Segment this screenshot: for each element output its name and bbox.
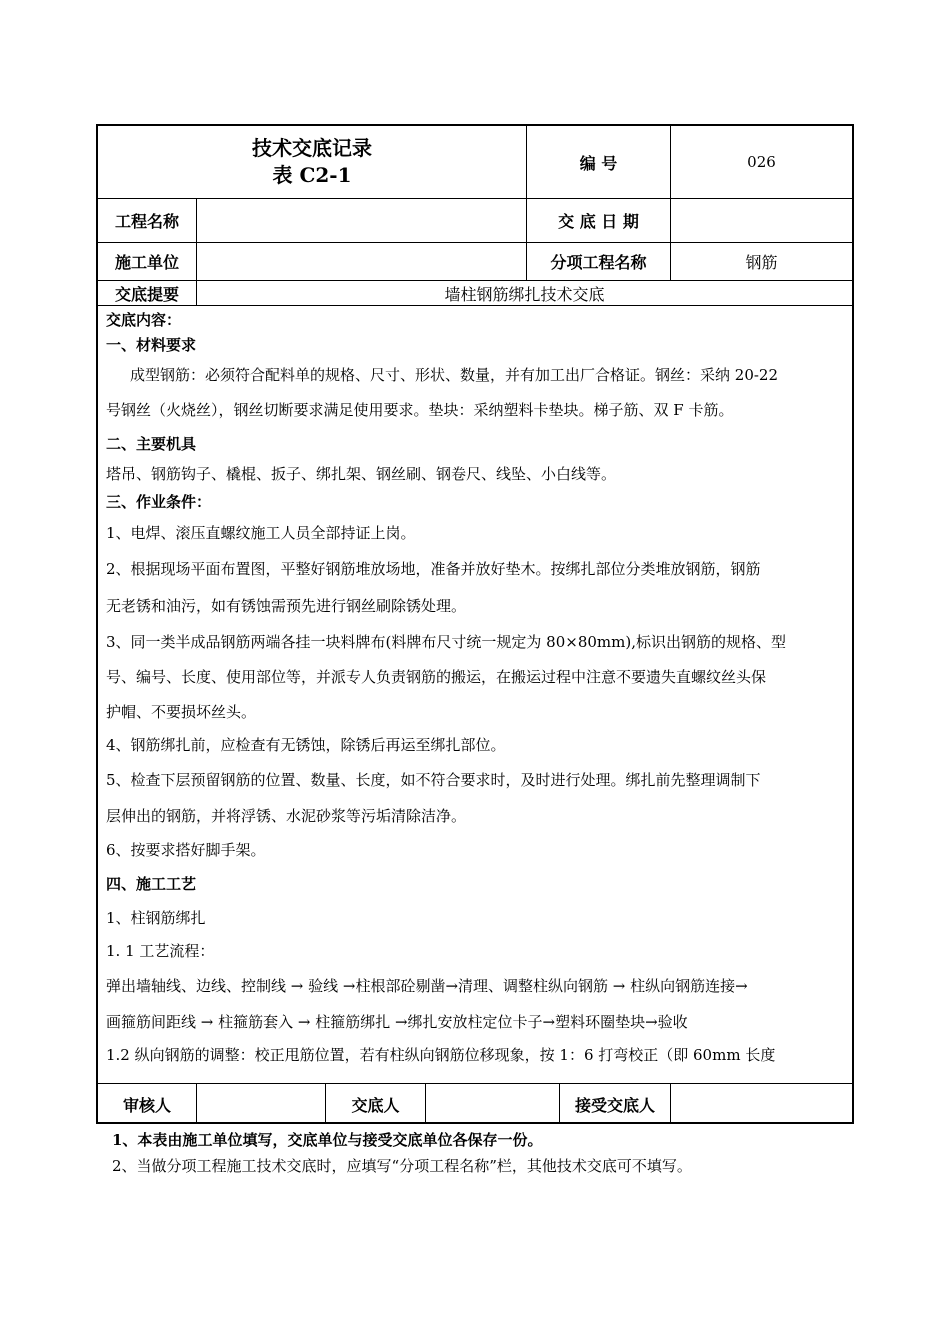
content-line: 号、编号、长度、使用部位等，并派专人负责钢筋的搬运，在搬运过程中注意不要遗失直螺纹丝头保: [106, 668, 767, 686]
content-line: 4、钢筋绑扎前，应检查有无锈蚀，除锈后再运至绑扎部位。: [106, 736, 506, 754]
footnote-1: 1、本表由施工单位填写，交底单位与接受交底单位各保存一份。: [112, 1131, 543, 1149]
receiver-field[interactable]: [671, 1084, 852, 1124]
content-line: 画箍筋间距线 → 柱箍筋套入 → 柱箍筋绑扎 →绑扎安放柱定位卡子→塑料环圈垫块→验收: [106, 1013, 688, 1031]
content-line: 塔吊、钢筋钩子、橇棍、扳子、绑扎架、钢丝刷、钢卷尺、线坠、小白线等。: [106, 465, 617, 483]
reviewer-field[interactable]: [197, 1084, 325, 1124]
disclosure-form: [96, 124, 854, 1124]
project-name-field[interactable]: [197, 199, 526, 242]
content-line: 弹出墙轴线、边线、控制线 → 验线 →柱根部砼剔凿→清理、调整柱纵向钢筋 → 柱纵向钢筋连接→: [106, 977, 748, 995]
content-line: 护帽、不要损坏丝头。: [106, 703, 257, 721]
section-heading: 三、作业条件：: [106, 493, 212, 511]
contractor-field[interactable]: [197, 243, 526, 280]
content-line: 无老锈和油污，如有锈蚀需预先进行钢丝刷除锈处理。: [106, 597, 467, 615]
receiver-label: 接受交底人: [574, 1095, 655, 1115]
subproject-field[interactable]: 钢筋: [745, 253, 778, 272]
form-code: 表 C2-1: [272, 163, 352, 187]
content-line: 3、同一类半成品钢筋两端各挂一块料牌布(料牌布尺寸统一规定为 80×80mm),标识出钢筋的规格、型: [106, 633, 786, 651]
section-heading: 二、主要机具: [106, 435, 197, 453]
content-line: 1. 1 工艺流程：: [106, 942, 215, 960]
content-line: 2、根据现场平面布置图，平整好钢筋堆放场地，准备并放好垫木。按绑扎部位分类堆放钢筋，钢筋: [106, 560, 761, 578]
date-field[interactable]: [671, 199, 852, 242]
form-title: 技术交底记录: [252, 136, 372, 160]
content-line: 6、按要求搭好脚手架。: [106, 841, 266, 859]
content-line: 层伸出的钢筋，并将浮锈、水泥砂浆等污垢清除洁净。: [106, 807, 467, 825]
date-label: 交 底 日 期: [558, 212, 639, 231]
disclosure-content: [106, 308, 851, 1084]
summary-label: 交底提要: [114, 284, 179, 304]
content-line: 1、柱钢筋绑扎: [106, 909, 206, 927]
subproject-label: 分项工程名称: [550, 253, 647, 272]
form-title-block: [98, 126, 526, 198]
content-line: 5、检查下层预留钢筋的位置、数量、长度，如不符合要求时，及时进行处理。绑扎前先整理调制下: [106, 771, 761, 789]
summary-field[interactable]: 墙柱钢筋绑扎技术交底: [444, 284, 605, 304]
contractor-label: 施工单位: [114, 253, 179, 272]
section-heading: 四、施工工艺: [106, 875, 197, 893]
project-name-label: 工程名称: [114, 212, 179, 231]
discloser-field[interactable]: [426, 1084, 559, 1124]
content-line: 号钢丝（火烧丝），钢丝切断要求满足使用要求。垫块：采纳塑料卡垫块。梯子筋、双 F 卡筋。: [106, 401, 734, 419]
discloser-label: 交底人: [351, 1095, 400, 1115]
number-value[interactable]: 026: [747, 153, 776, 171]
content-line: 1、电焊、滚压直螺纹施工人员全部持证上岗。: [106, 524, 416, 542]
content-line: 1.2 纵向钢筋的调整：校正甩筋位置，若有柱纵向钢筋位移现象，按 1：6 打弯校正（即 60mm 长度: [106, 1046, 776, 1064]
content-line: 成型钢筋：必须符合配料单的规格、尺寸、形状、数量，并有加工出厂合格证。钢丝：采纳 20-22: [130, 366, 779, 384]
row-divider: [98, 305, 852, 306]
number-label: 编 号: [579, 153, 618, 173]
footnote-2: 2、当做分项工程施工技术交底时，应填写“分项工程名称”栏，其他技术交底可不填写。: [112, 1157, 692, 1175]
reviewer-label: 审核人: [122, 1095, 171, 1115]
section-heading: 一、材料要求: [106, 336, 197, 354]
content-intro: 交底内容：: [106, 311, 182, 329]
